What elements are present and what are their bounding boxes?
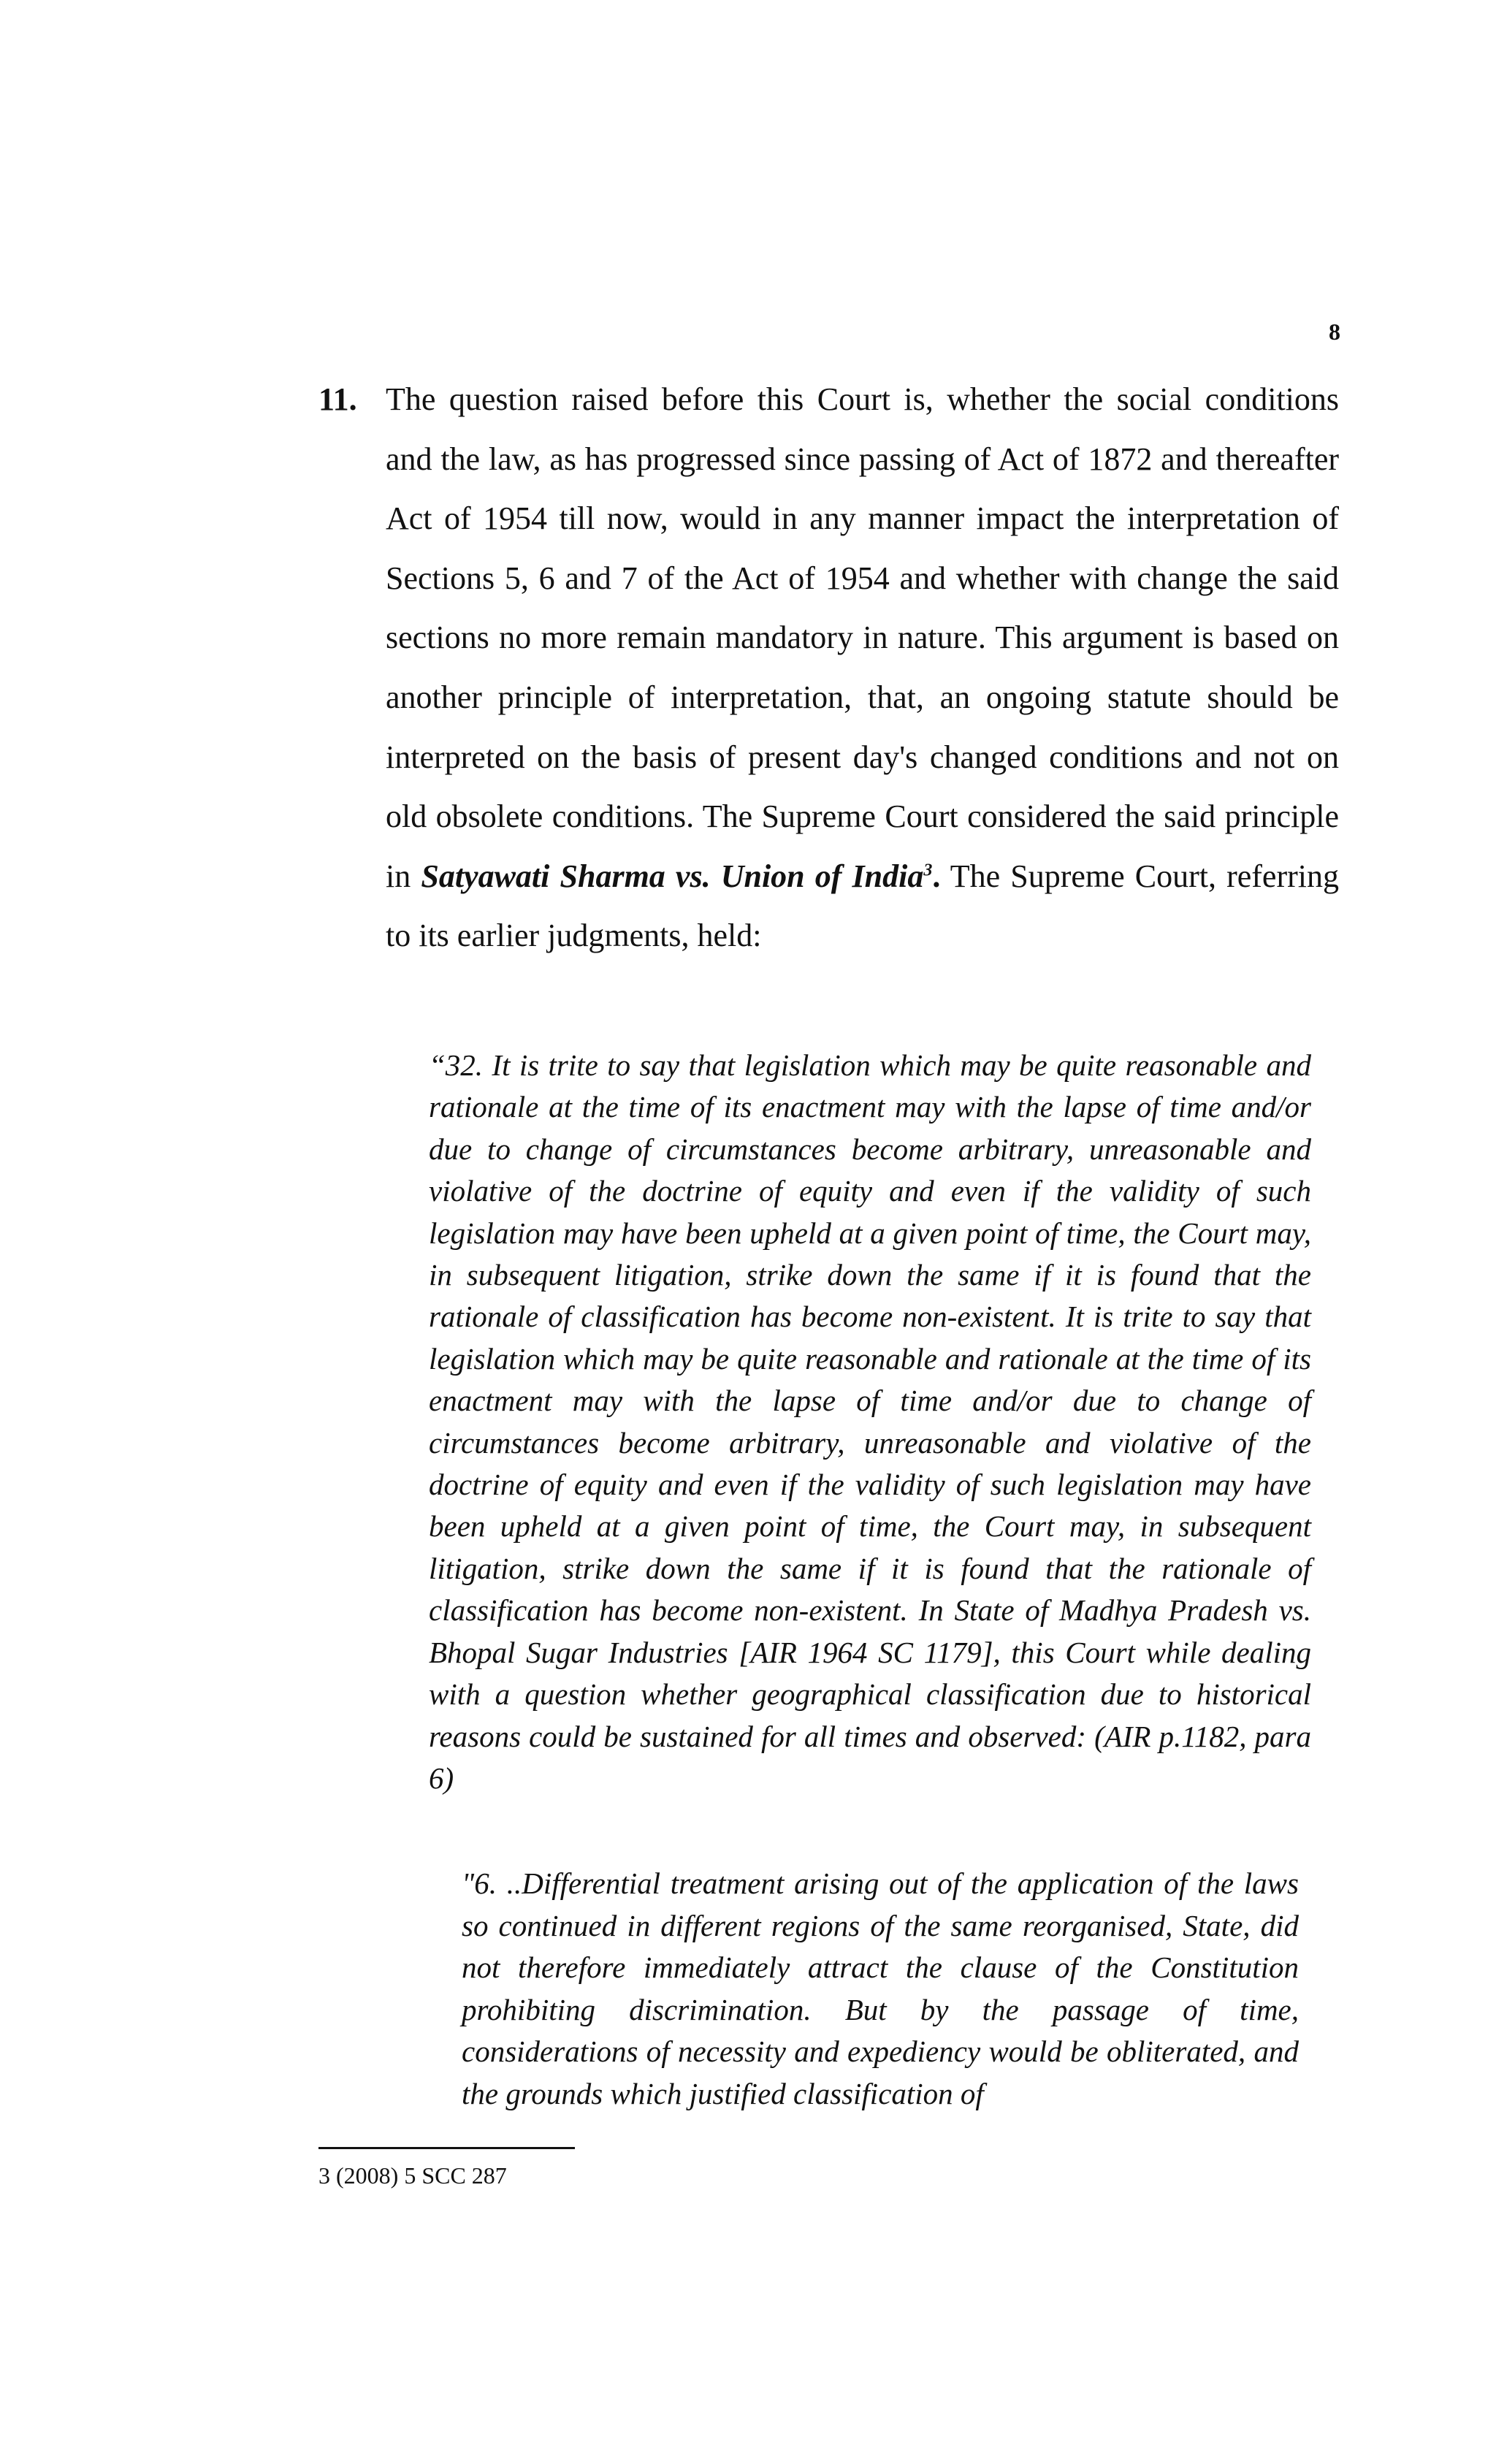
footnote-divider bbox=[318, 2147, 575, 2149]
paragraph-text-part1: The question raised before this Court is, whether the social conditions and the law, as has progressed since passing of Act of 1872 and thereafter Act of 1954 till now, would in any manner impact the interpretation of Sections 5, 6 and 7 of the Act of 1954 and whether with change the said sections no more remain mandatory in nature. This argument is based on another principle of interpretation, that, an ongoing statute should be interpreted on the basis of present day's changed conditions and not on old obsolete conditions. The Supreme Court considered the said principle in bbox=[386, 381, 1339, 894]
nested-block-quote: "6. ..Differential treatment arising out of the application of the laws so continued in different regions of the same reorganised, State, did not therefore immediately attract the clause of the Constitution prohibiting discrimination. But by the passage of time, considerations of necessity and expediency would be obliterated, and the grounds which justified classification of bbox=[462, 1866, 1299, 2110]
paragraph-number: 11. bbox=[318, 381, 357, 417]
footnote: 3 (2008) 5 SCC 287 bbox=[318, 2162, 507, 2189]
paragraph-11 bbox=[318, 370, 1339, 966]
footnote-reference: 3 bbox=[923, 861, 933, 880]
case-name: Satyawati Sharma vs. Union of India bbox=[421, 858, 924, 894]
block-quote: “32. It is trite to say that legislation which may be quite reasonable and rationale at the time of its enactment may with the lapse of time and/or due to change of circumstances become arbitrary, unreasonable and violative of the doctrine of equity and even if the validity of such legislation may have been upheld at a given point of time, the Court may, in subsequent litigation, strike down the same if it is found that the rationale of classification has become non-existent. It is trite to say that legislation which may be quite reasonable and rationale at the time of its enactment may with the lapse of time and/or due to change of circumstances become arbitrary, unreasonable and violative of the doctrine of equity and even if the validity of such legislation may have been upheld at a given point of time, the Court may, in subsequent litigation, strike down the same if it is found that the rationale of classification has become non-existent. In State of Madhya Pradesh vs. Bhopal Sugar Industries [AIR 1964 SC 1179], this Court while dealing with a question whether geographical classification due to historical reasons could be sustained for all times and observed: (AIR p.1182, para 6) bbox=[429, 1048, 1311, 1795]
paragraph-text bbox=[386, 370, 1339, 966]
case-name-period: . bbox=[932, 858, 941, 894]
page-number: 8 bbox=[1329, 319, 1340, 345]
paragraph-text-part2: The Supreme Court, referring to its earlier judgments, held: bbox=[386, 858, 1339, 954]
